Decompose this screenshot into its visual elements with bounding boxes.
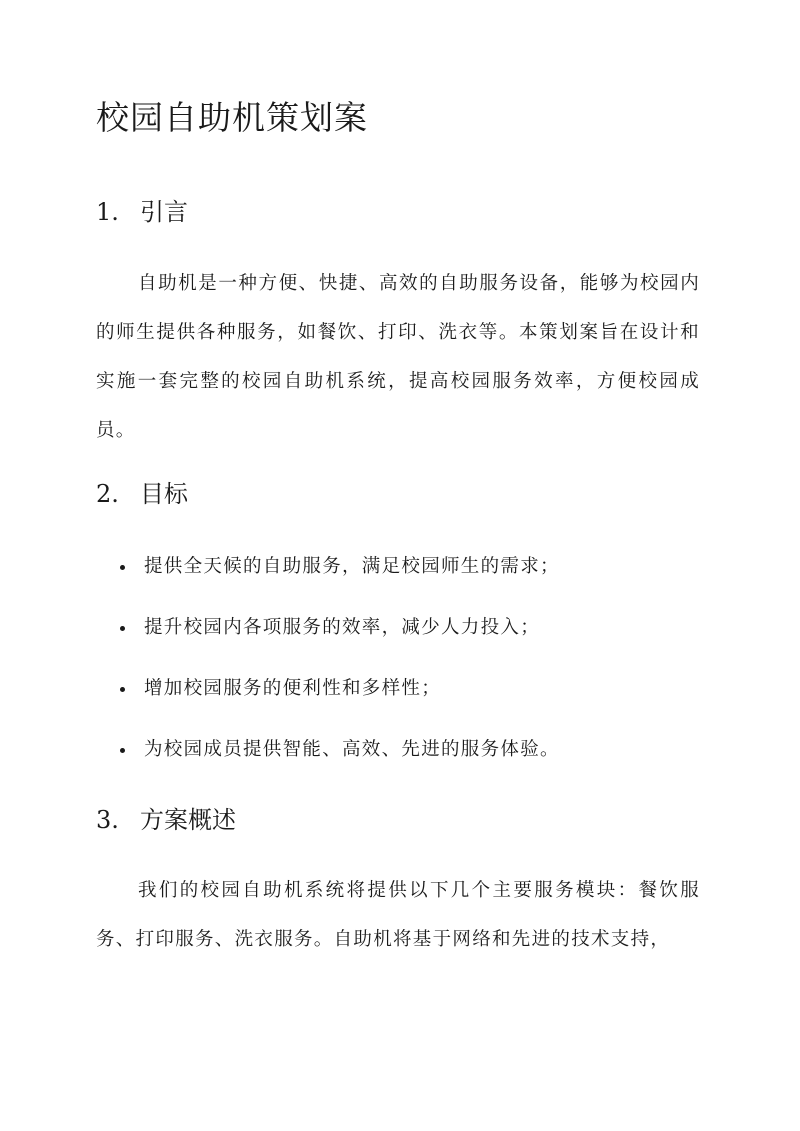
section-number: 3.: [96, 806, 119, 834]
list-item: [96, 674, 700, 735]
list-item: [96, 613, 700, 674]
document-title: 校园自助机策划案: [96, 98, 368, 137]
section-heading-overview: [96, 804, 236, 836]
list-item-text: 为校园成员提供智能、高效、先进的服务体验。: [144, 739, 560, 760]
section-number: 1.: [96, 198, 119, 226]
section-title: 引言: [140, 198, 188, 226]
section-heading-introduction: [96, 196, 188, 228]
bullet-icon: [120, 565, 125, 570]
overview-paragraph: 我们的校园自助机系统将提供以下几个主要服务模块：餐饮服务、打印服务、洗衣服务。自助机将基于网络和先进的技术支持，: [96, 880, 700, 950]
goals-list: [96, 552, 700, 796]
section-number: 2.: [96, 480, 119, 508]
list-item: [96, 735, 700, 796]
introduction-paragraph: 自助机是一种方便、快捷、高效的自助服务设备，能够为校园内的师生提供各种服务，如餐饮、打印、洗衣等。本策划案旨在设计和实施一套完整的校园自助机系统，提高校园服务效率，方便校园成员。: [96, 273, 700, 441]
bullet-icon: [120, 626, 125, 631]
list-item-text: 提升校园内各项服务的效率，减少人力投入；: [144, 617, 541, 638]
section-title: 目标: [140, 480, 188, 508]
list-item-text: 提供全天候的自助服务，满足校园师生的需求；: [144, 556, 560, 577]
list-item-text: 增加校园服务的便利性和多样性；: [144, 678, 442, 699]
bullet-icon: [120, 748, 125, 753]
bullet-icon: [120, 687, 125, 692]
section-title: 方案概述: [140, 806, 236, 834]
section-heading-goals: [96, 478, 188, 510]
list-item: [96, 552, 700, 613]
